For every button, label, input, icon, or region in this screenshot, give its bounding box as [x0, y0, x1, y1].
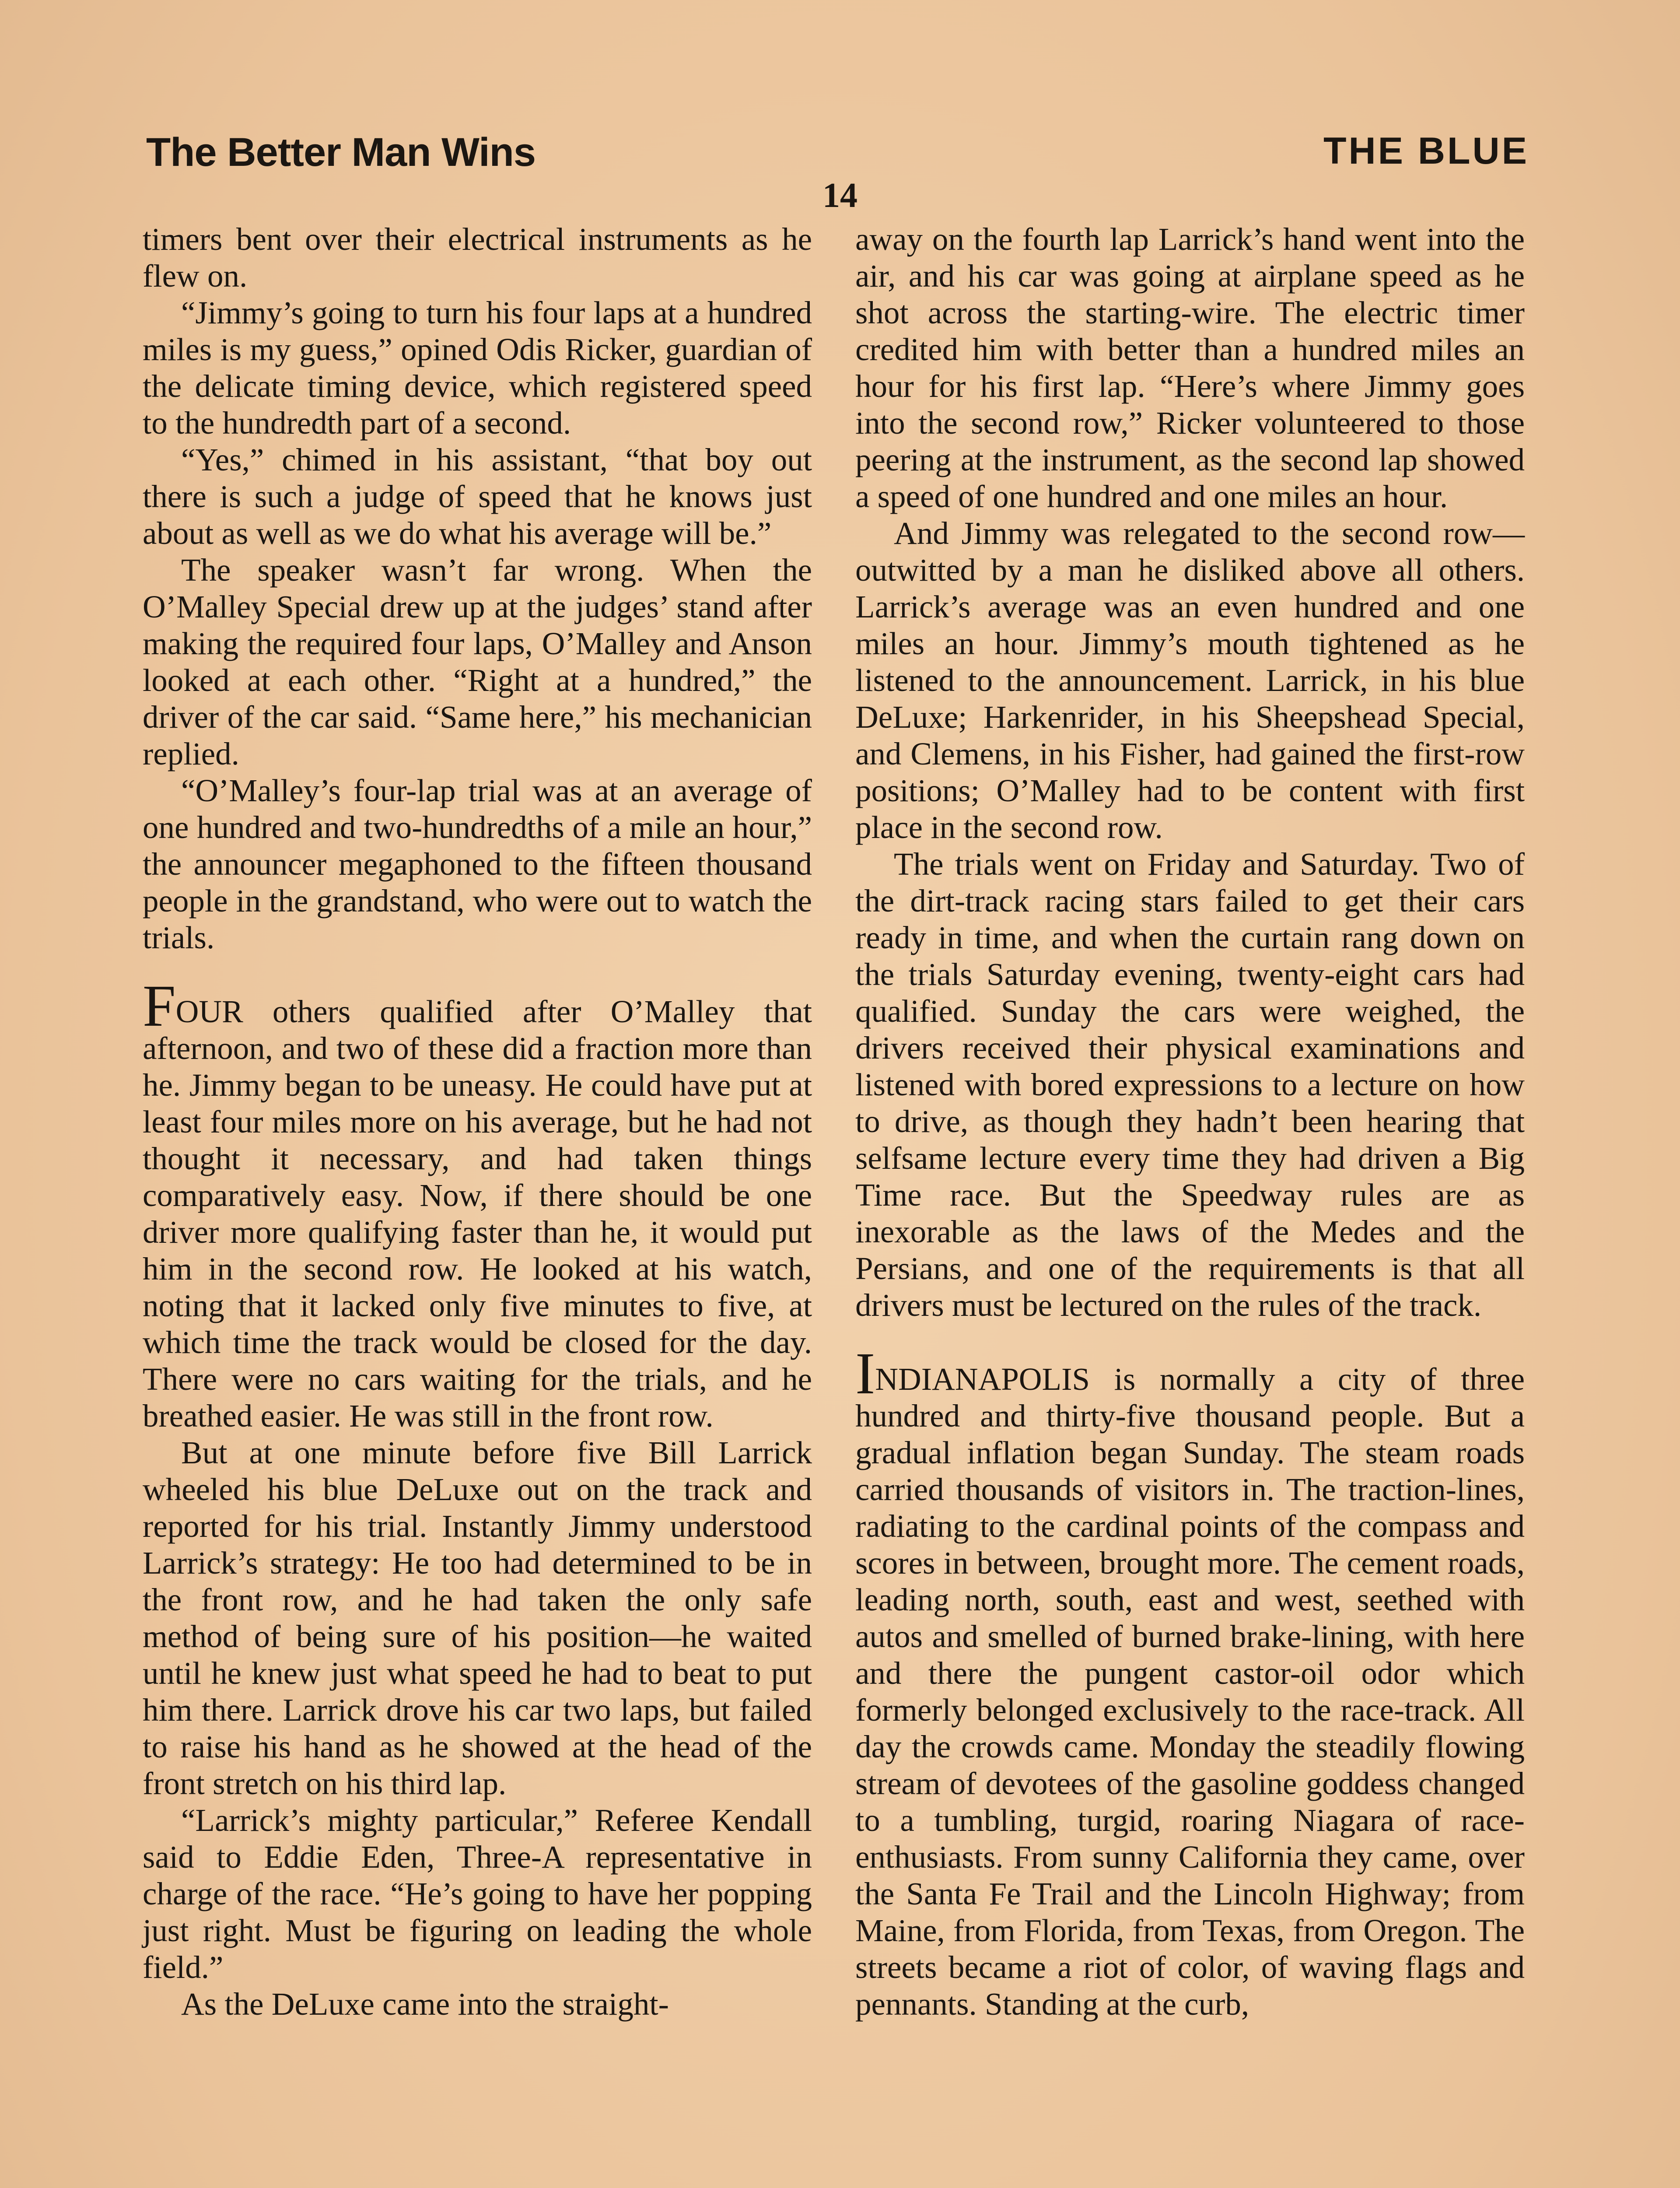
drop-cap: F	[143, 973, 176, 1039]
left-column	[143, 221, 812, 2023]
section-paragraph	[855, 1341, 1525, 2023]
paragraph: But at one minute before five Bill Larrick wheeled his blue DeLuxe out on the track and reported for his trial. Instantly Jimmy understood Larrick’s strategy: He too had determined to be in the front row, and he had taken the only safe method of being sure of his position—he waited until he knew just what speed he had to beat to put him there. Larrick drove his car two laps, but failed to raise his hand as he showed at the head of the front stretch on his third lap.	[143, 1435, 812, 1801]
page-number: 14	[822, 176, 858, 215]
paragraph: timers bent over their electrical instruments as he flew on.	[143, 221, 812, 294]
paragraph: “Jimmy’s going to turn his four laps at a hundred miles is my guess,” opined Odis Ricker, guardian of the delicate timing device, which registered speed to the hundredth part of a second.	[143, 295, 812, 441]
paragraph-text: OUR others qualified after O’Malley that afternoon, and two of these did a fraction more than he. Jimmy began to be uneasy. He could have put at least four miles more on his average, but he had not thought it necessary, and had taken things comparatively easy. Now, if there should be one driver more qualifying faster than he, it would put him in the second row. He looked at his watch, noting that it lacked only five minutes to five, at which time the track would be closed for the day. There were no cars waiting for the trials, and he breathed easier. He was still in the front row.	[143, 994, 812, 1434]
paragraph: The speaker wasn’t far wrong. When the O’Malley Special drew up at the judges’ stand after making the required four laps, O’Malley and Anson looked at each other. “Right at a hundred,” the driver of the car said. “Same here,” his mechanician replied.	[143, 552, 812, 771]
paragraph: “Larrick’s mighty particular,” Referee Kendall said to Eddie Eden, Three-A representative in charge of the race. “He’s going to have her popping just right. Must be figuring on leading the whole field.”	[143, 1802, 812, 1985]
paragraph-text: NDIANAPOLIS is normally a city of three hundred and thirty-five thousand people. But a gradual inflation began Sunday. The steam roads carried thousands of visitors in. The traction-lines, radiating to the cardinal points of the compass and scores in between, brought more. The cement roads, leading north, south, east and west, seethed with autos and smelled of burned brake-lining, with here and there the pungent castor-oil odor which formerly belonged exclusively to the race-track. All day the crowds came. Monday the steadily flowing stream of devotees of the gasoline goddess changed to a tumbling, turgid, roaring Niagara of race-enthusiasts. From sunny California they came, over the Santa Fe Trail and the Lincoln Highway; from Maine, from Florida, from Texas, from Oregon. The streets became a riot of color, of waving flags and pennants. Standing at the curb,	[855, 1361, 1525, 2022]
paragraph: “Yes,” chimed in his assistant, “that boy out there is such a judge of speed that he knows just about as well as we do what his average will be.”	[143, 442, 812, 551]
paragraph: The trials went on Friday and Saturday. Two of the dirt-track racing stars failed to get their cars ready in time, and when the curtain rang down on the trials Saturday evening, twenty-eight cars had qualified. Sunday the cars were weighed, the drivers received their physical examinations and listened with bored expressions to a lecture on how to drive, as though they hadn’t been hearing that selfsame lecture every time they had driven a Big Time race. But the Speedway rules are as inexorable as the laws of the Medes and the Persians, and one of the requirements is that all drivers must be lectured on the rules of the track.	[855, 846, 1525, 1323]
section-paragraph	[143, 973, 812, 1434]
paragraph: And Jimmy was relegated to the second row—outwitted by a man he disliked above all others. Larrick’s average was an even hundred and one miles an hour. Jimmy’s mouth tightened as he listened to the announcement. Larrick, in his blue DeLuxe; Harkenrider, in his Sheepshead Special, and Clemens, in his Fisher, had gained the first-row positions; O’Malley had to be content with first place in the second row.	[855, 515, 1525, 845]
paragraph: “O’Malley’s four-lap trial was at an average of one hundred and two-hundredths of a mile an hour,” the announcer megaphoned to the fifteen thousand people in the grandstand, who were out to watch the trials.	[143, 773, 812, 955]
magazine-title: THE BLUE	[1323, 130, 1529, 172]
paragraph: As the DeLuxe came into the straight-	[181, 1986, 669, 2022]
drop-cap: I	[855, 1341, 875, 1406]
paragraph: away on the fourth lap Larrick’s hand went into the air, and his car was going at airplane speed as he shot across the starting-wire. The electric timer credited him with better than a hundred miles an hour for his first lap. “Here’s where Jimmy goes into the second row,” Ricker volunteered to those peering at the instrument, as the second lap showed a speed of one hundred and one miles an hour.	[855, 221, 1525, 514]
story-title: The Better Man Wins	[146, 130, 536, 175]
right-column	[855, 221, 1525, 2023]
